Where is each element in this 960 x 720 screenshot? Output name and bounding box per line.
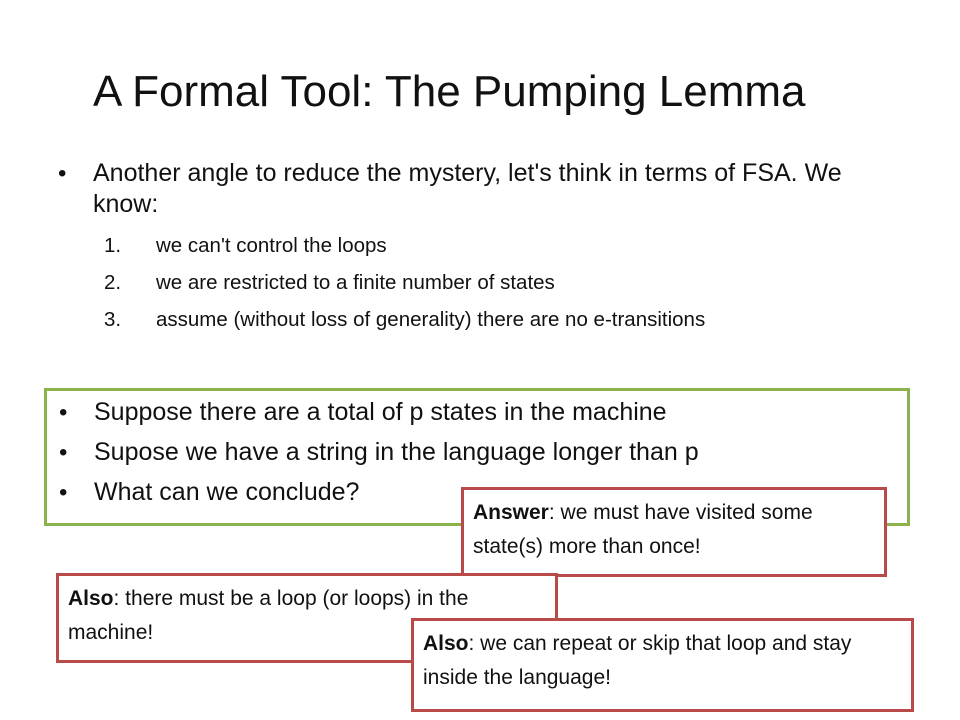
intro-section: [58, 158, 858, 345]
also-callout-repeat: [411, 618, 914, 712]
numbered-item: [104, 308, 858, 332]
numbered-item: [104, 234, 858, 258]
callout-label: Also: [423, 632, 469, 655]
item-number: 2.: [104, 271, 122, 294]
green-bullet: • Suppose there are a total of p states in the machine: [59, 397, 699, 428]
item-number: 1.: [104, 234, 122, 257]
item-text: assume (without loss of generality) there are no e-transitions: [156, 308, 706, 331]
callout-text: : we can repeat or skip that loop and stay inside the language!: [423, 632, 852, 689]
item-number: 3.: [104, 308, 122, 331]
callout-label: Answer: [473, 501, 549, 524]
numbered-list: [58, 234, 858, 332]
green-bullet: • What can we conclude?: [59, 477, 699, 508]
callout-text: : we must have visited some state(s) more than once!: [473, 501, 813, 558]
answer-callout: [461, 487, 887, 577]
green-bullet: • Supose we have a string in the language longer than p: [59, 437, 699, 468]
numbered-item: [104, 271, 858, 295]
callout-text: : there must be a loop (or loops) in the machine!: [68, 587, 469, 644]
intro-bullet: • Another angle to reduce the mystery, let's think in terms of FSA. We know:: [58, 158, 858, 220]
callout-label: Also: [68, 587, 114, 610]
slide-title: A Formal Tool: The Pumping Lemma: [93, 67, 806, 116]
item-text: we are restricted to a finite number of states: [156, 271, 555, 294]
item-text: we can't control the loops: [156, 234, 387, 257]
